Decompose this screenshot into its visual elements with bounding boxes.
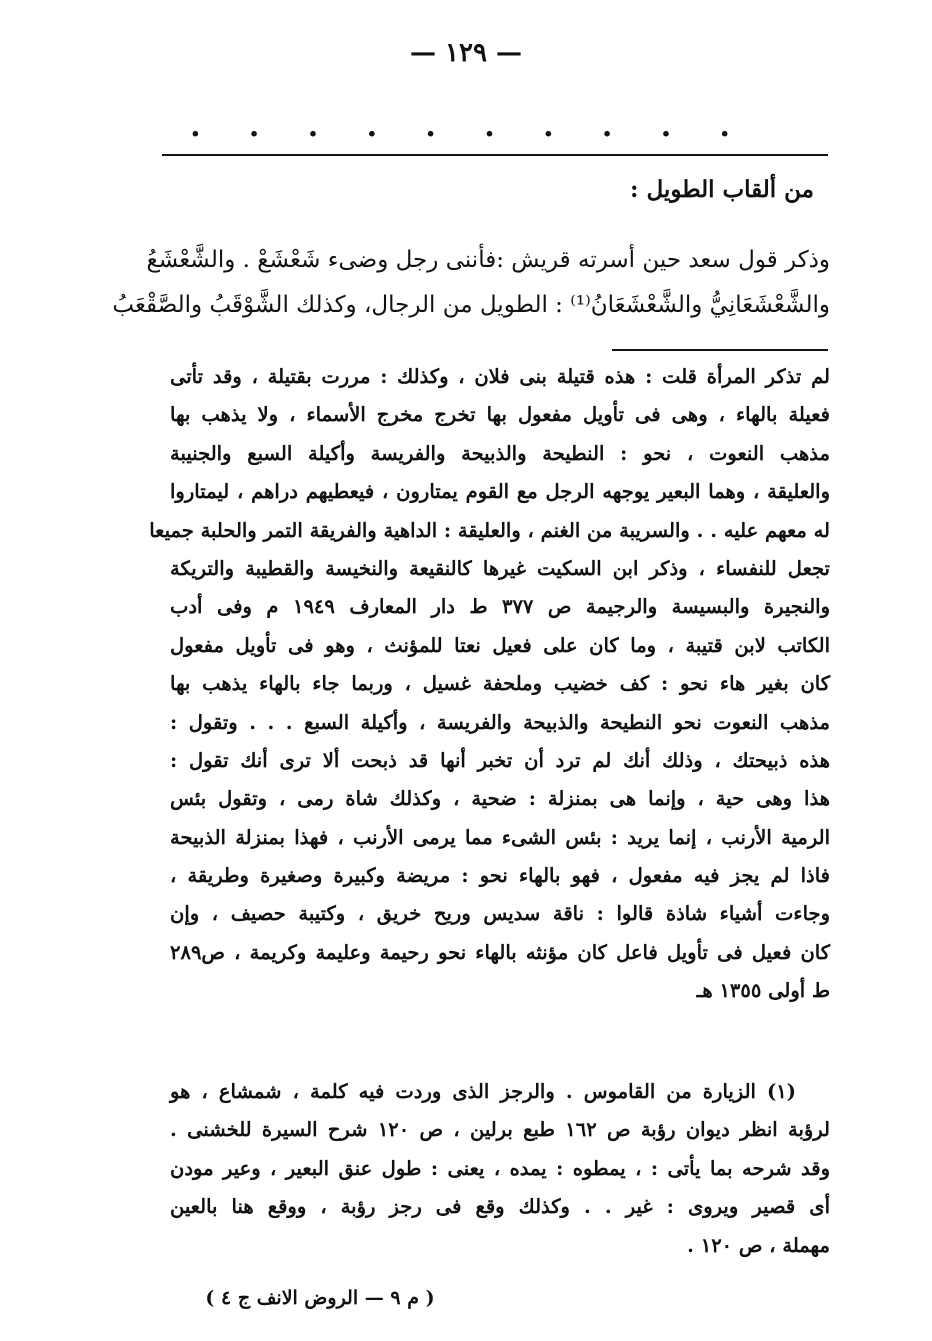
text-line: وجاءت أشياء شاذة قالوا : ناقة سديس وريح خريق ، وكتيبة حصيف ، وإن — [170, 902, 830, 926]
text-line: أى قصير ويروى : غير . . وكذلك وقع فى رجز رؤبة ، ووقع هنا بالعين — [170, 1195, 830, 1219]
page-footer: ( م ٩ — الروض الانف ج ٤ ) — [205, 1287, 435, 1309]
text-line: كان فعيل فى تأويل فاعل كان مؤنثه بالهاء نحو رحيمة وعليمة وكريمة ، ص٢٨٩ — [170, 940, 830, 964]
text-line: (١) الزيارة من القاموس . والرجز الذى وردت فيه كلمة ، شمشاع ، هو — [170, 1080, 796, 1103]
text-line: الرمية الأرنب ، إنما يريد : بئس الشىء مما يرمى الأرنب ، فهذا بمنزلة الذبيحة — [170, 825, 830, 849]
separator-dot: . — [425, 109, 436, 144]
footnote-1 — [170, 1073, 830, 1265]
text-line: والنجيرة والبسيسة والرجيمة ص ٣٧٧ ط دار المعارف ١٩٤٩ م وفى أدب — [170, 595, 830, 619]
text-line: كان بغير هاء نحو : كف خضيب وملحفة غسيل ، وربما جاء بالهاء يذهب بها — [170, 672, 830, 696]
separator-dot: . — [543, 109, 554, 144]
separator-dot: . — [307, 109, 319, 144]
header-rule — [162, 154, 828, 156]
main-text — [112, 238, 830, 328]
text-line: مذهب النعوت ، نحو : النطيحة والذبيحة والفريسة وأكيلة السبع والجنيبة — [170, 441, 830, 465]
text-line: لرؤبة انظر ديوان رؤبة ص ١٦٢ طبع برلين ، ص ١٢٠ شرح السيرة للخشنى . — [170, 1118, 830, 1142]
text-line: والشَّعْشَعَانِيُّ والشَّعْشَعَانُ⁽¹⁾ : الطويل من الرجال، وكذلك الشَّوْقَبُ والصَّقْعَبُ — [112, 292, 830, 318]
text-line: فعيلة بالهاء ، وهى فى تأويل مفعول بها تخرج مخرج الأسماء ، ولا يذهب بها — [170, 403, 830, 427]
text-line: وذكر قول سعد حين أسرته قريش :فأننى رجل وضىء شَعْشَعْ . والشَّعْشَعُ — [146, 247, 830, 273]
text-line: لم تذكر المرأة قلت : هذه قتيلة بنى فلان ، وكذلك : مررت بقتيلة ، وقد تأتى — [170, 365, 830, 388]
text-line: هذا وهى حية ، وإنما هى بمنزلة : ضحية ، وكذلك شاة رمى ، وتقول بئس — [170, 787, 830, 811]
separator-dot: . — [248, 109, 260, 144]
separator-dot: . — [190, 109, 201, 144]
text-line: تجعل للنفساء ، وذكر ابن السكيت غيرها كالنقيعة والنخيسة والقطيبة والتريكة — [170, 556, 830, 580]
separator-dot: . — [660, 109, 672, 144]
text-line: وقد شرحه بما يأتى : ، يمطوه : يمده ، يعنى : طول عنق البعير ، وعير مودن — [170, 1156, 830, 1180]
separator-dot: . — [601, 109, 613, 144]
footnote-rule — [612, 349, 828, 351]
text-line: والعليقة ، وهما البعير يوجهه الرجل مع القوم يمتارون ، فيعطيهم دراهم ، ليمتاروا — [170, 480, 830, 504]
separator-dot: . — [366, 109, 378, 144]
section-heading: من ألقاب الطويل : — [630, 176, 814, 203]
text-line: له معهم عليه . . والسريبة من الغنم ، والعليقة : الداهية والفريقة التمر والحلبة جميعا — [149, 518, 830, 542]
footnote-continued — [149, 358, 830, 1011]
page-number: — ١٢٩ — — [409, 38, 523, 68]
text-line: فاذا لم يجز فيه مفعول ، فهو بالهاء نحو : مريضة وكبيرة وصغيرة وطريقة ، — [170, 864, 830, 888]
text-line: مهملة ، ص ١٢٠ . — [687, 1233, 830, 1257]
separator-dots — [190, 109, 730, 144]
text-line: مذهب النعوت نحو النطيحة والذبيحة والفريسة ، وأكيلة السبع . . . وتقول : — [170, 710, 830, 734]
text-line: ط أولى ١٣٥٥ هـ — [696, 979, 830, 1003]
text-line: الكاتب لابن قتيبة ، وما كان على فعيل نعتا للمؤنث ، وهو فى تأويل مفعول — [170, 633, 830, 657]
text-line: هذه ذبيحتك ، وذلك أنك لم ترد أن تخبر أنها قد ذبحت ألا ترى أنك تقول : — [170, 748, 830, 772]
separator-dot: . — [719, 109, 730, 144]
separator-dot: . — [484, 109, 495, 144]
